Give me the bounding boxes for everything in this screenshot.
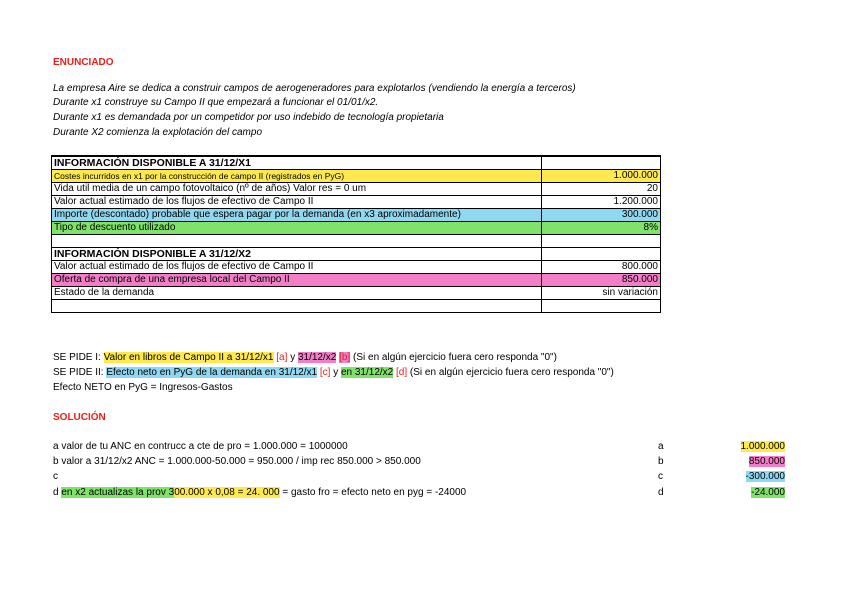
se-pide-1-prefix: SE PIDE I: — [53, 352, 104, 363]
se-pide-2-suffix: (Si en algún ejercicio fuera cero responda "0") — [409, 367, 614, 378]
se-pide-1-tag-a: [a] — [276, 352, 288, 363]
table2-row-estado-label: Estado de la demanda — [52, 287, 542, 300]
table-row — [52, 170, 661, 183]
se-pide-2-y: y — [333, 367, 339, 378]
answer-letter-b: b — [658, 456, 664, 467]
se-pide-1-tag-b: [b] — [339, 352, 351, 363]
solucion-line-d-prefix: d — [53, 487, 62, 498]
solucion-title: SOLUCIÓN — [53, 412, 106, 423]
answer-value-b: 850.000 — [748, 456, 785, 467]
answer-value-a: 1.000.000 — [740, 441, 785, 452]
solucion-line-d-suffix: = gasto fro = efecto neto en pyg = -24000 — [279, 487, 467, 498]
se-pide-2-tag-c: [c] — [319, 367, 331, 378]
table-row — [52, 274, 661, 287]
table1-row-valor-label: Valor actual estimado de los flujos de efectivo de Campo II — [52, 196, 542, 209]
table2-header-row — [52, 248, 661, 261]
enunciado-line-4: Durante X2 comienza la explotación del campo — [53, 127, 263, 138]
answer-letter-c: c — [658, 471, 663, 482]
table2-row-valor-label: Valor actual estimado de los flujos de efectivo de Campo II — [52, 261, 542, 274]
table-row — [52, 183, 661, 196]
enunciado-line-3: Durante x1 es demandada por un competidor por uso indebido de tecnología propietaria — [53, 112, 444, 123]
table1-row-costes-label: Costes incurridos en x1 por la construcción de campo II (registrados en PyG) — [52, 170, 542, 183]
table2-header: INFORMACIÓN DISPONIBLE A 31/12/X2 — [52, 248, 542, 261]
table1-row-valor-value: 1.200.000 — [542, 196, 661, 209]
table-row — [52, 209, 661, 222]
table2-row-valor-value: 800.000 — [542, 261, 661, 274]
solucion-line-a: a valor de tu ANC en contrucc a cte de pro = 1.000.000 = 1000000 — [53, 441, 348, 452]
enunciado-line-1: La empresa Aire se dedica a construir campos de aerogeneradores para explotarlos (vendiendo la energía a terceros) — [53, 83, 576, 94]
solucion-line-b: b valor a 31/12/x2 ANC = 1.000.000-50.000 = 950.000 / imp rec 850.000 > 850.000 — [53, 456, 421, 467]
table-row — [52, 287, 661, 300]
solucion-line-d-hl2: 00.000 x 0,08 = 24. 000 — [174, 487, 280, 498]
table2-row-oferta-value: 850.000 — [542, 274, 661, 287]
se-pide-2-part-c: Efecto neto en PyG de la demanda en 31/12/x1 — [106, 367, 318, 378]
se-pide-2-prefix: SE PIDE II: — [53, 367, 107, 378]
table1-row-tipo-label: Tipo de descuento utilizado — [52, 222, 542, 235]
table2-row-estado-value: sin variación — [542, 287, 661, 300]
table1-header: INFORMACIÓN DISPONIBLE A 31/12/X1 — [52, 156, 542, 170]
se-pide-1-part-b: 31/12/x2 — [297, 352, 337, 363]
table-row-empty — [52, 300, 661, 313]
efecto-neto-note: Efecto NETO en PyG = Ingresos-Gastos — [53, 382, 233, 393]
table-row — [52, 196, 661, 209]
se-pide-2-part-d: en 31/12/x2 — [340, 367, 394, 378]
se-pide-2-tag-d: [d] — [396, 367, 408, 378]
table1-row-vida-value: 20 — [542, 183, 661, 196]
table-row — [52, 261, 661, 274]
table1-row-costes-value: 1.000.000 — [542, 170, 661, 183]
solucion-line-c: c — [53, 471, 58, 482]
se-pide-2 — [53, 366, 614, 379]
table-row-empty — [52, 235, 661, 248]
table1-row-importe-label: Importe (descontado) probable que espera pagar por la demanda (en x3 aproximadamente) — [52, 209, 542, 222]
table1-row-vida-label: Vida util media de un campo fotovoltaico (nº de años) Valor res = 0 um — [52, 183, 542, 196]
table1-row-tipo-value: 8% — [542, 222, 661, 235]
answer-value-d: -24.000 — [751, 487, 785, 498]
table1-header-row — [52, 156, 661, 170]
answer-letter-d: d — [658, 487, 664, 498]
enunciado-line-2: Durante x1 construye su Campo II que empezará a funcionar el 01/01/x2. — [53, 97, 379, 108]
table1-row-importe-value: 300.000 — [542, 209, 661, 222]
se-pide-1 — [53, 351, 557, 364]
table2-row-oferta-label: Oferta de compra de una empresa local del Campo II — [52, 274, 542, 287]
table-row — [52, 222, 661, 235]
se-pide-1-part-a: Valor en libros de Campo II a 31/12/x1 — [103, 352, 274, 363]
answer-value-c: -300.000 — [745, 471, 785, 482]
solucion-line-d — [53, 486, 466, 499]
enunciado-title: ENUNCIADO — [53, 57, 114, 68]
solucion-line-d-hl1: en x2 actualizas la prov 3 — [61, 487, 175, 498]
se-pide-1-y: y — [290, 352, 296, 363]
info-table — [51, 155, 661, 313]
answer-letter-a: a — [658, 441, 664, 452]
se-pide-1-suffix: (Si en algún ejercicio fuera cero responda "0") — [353, 352, 557, 363]
table1-header-value — [542, 156, 661, 170]
